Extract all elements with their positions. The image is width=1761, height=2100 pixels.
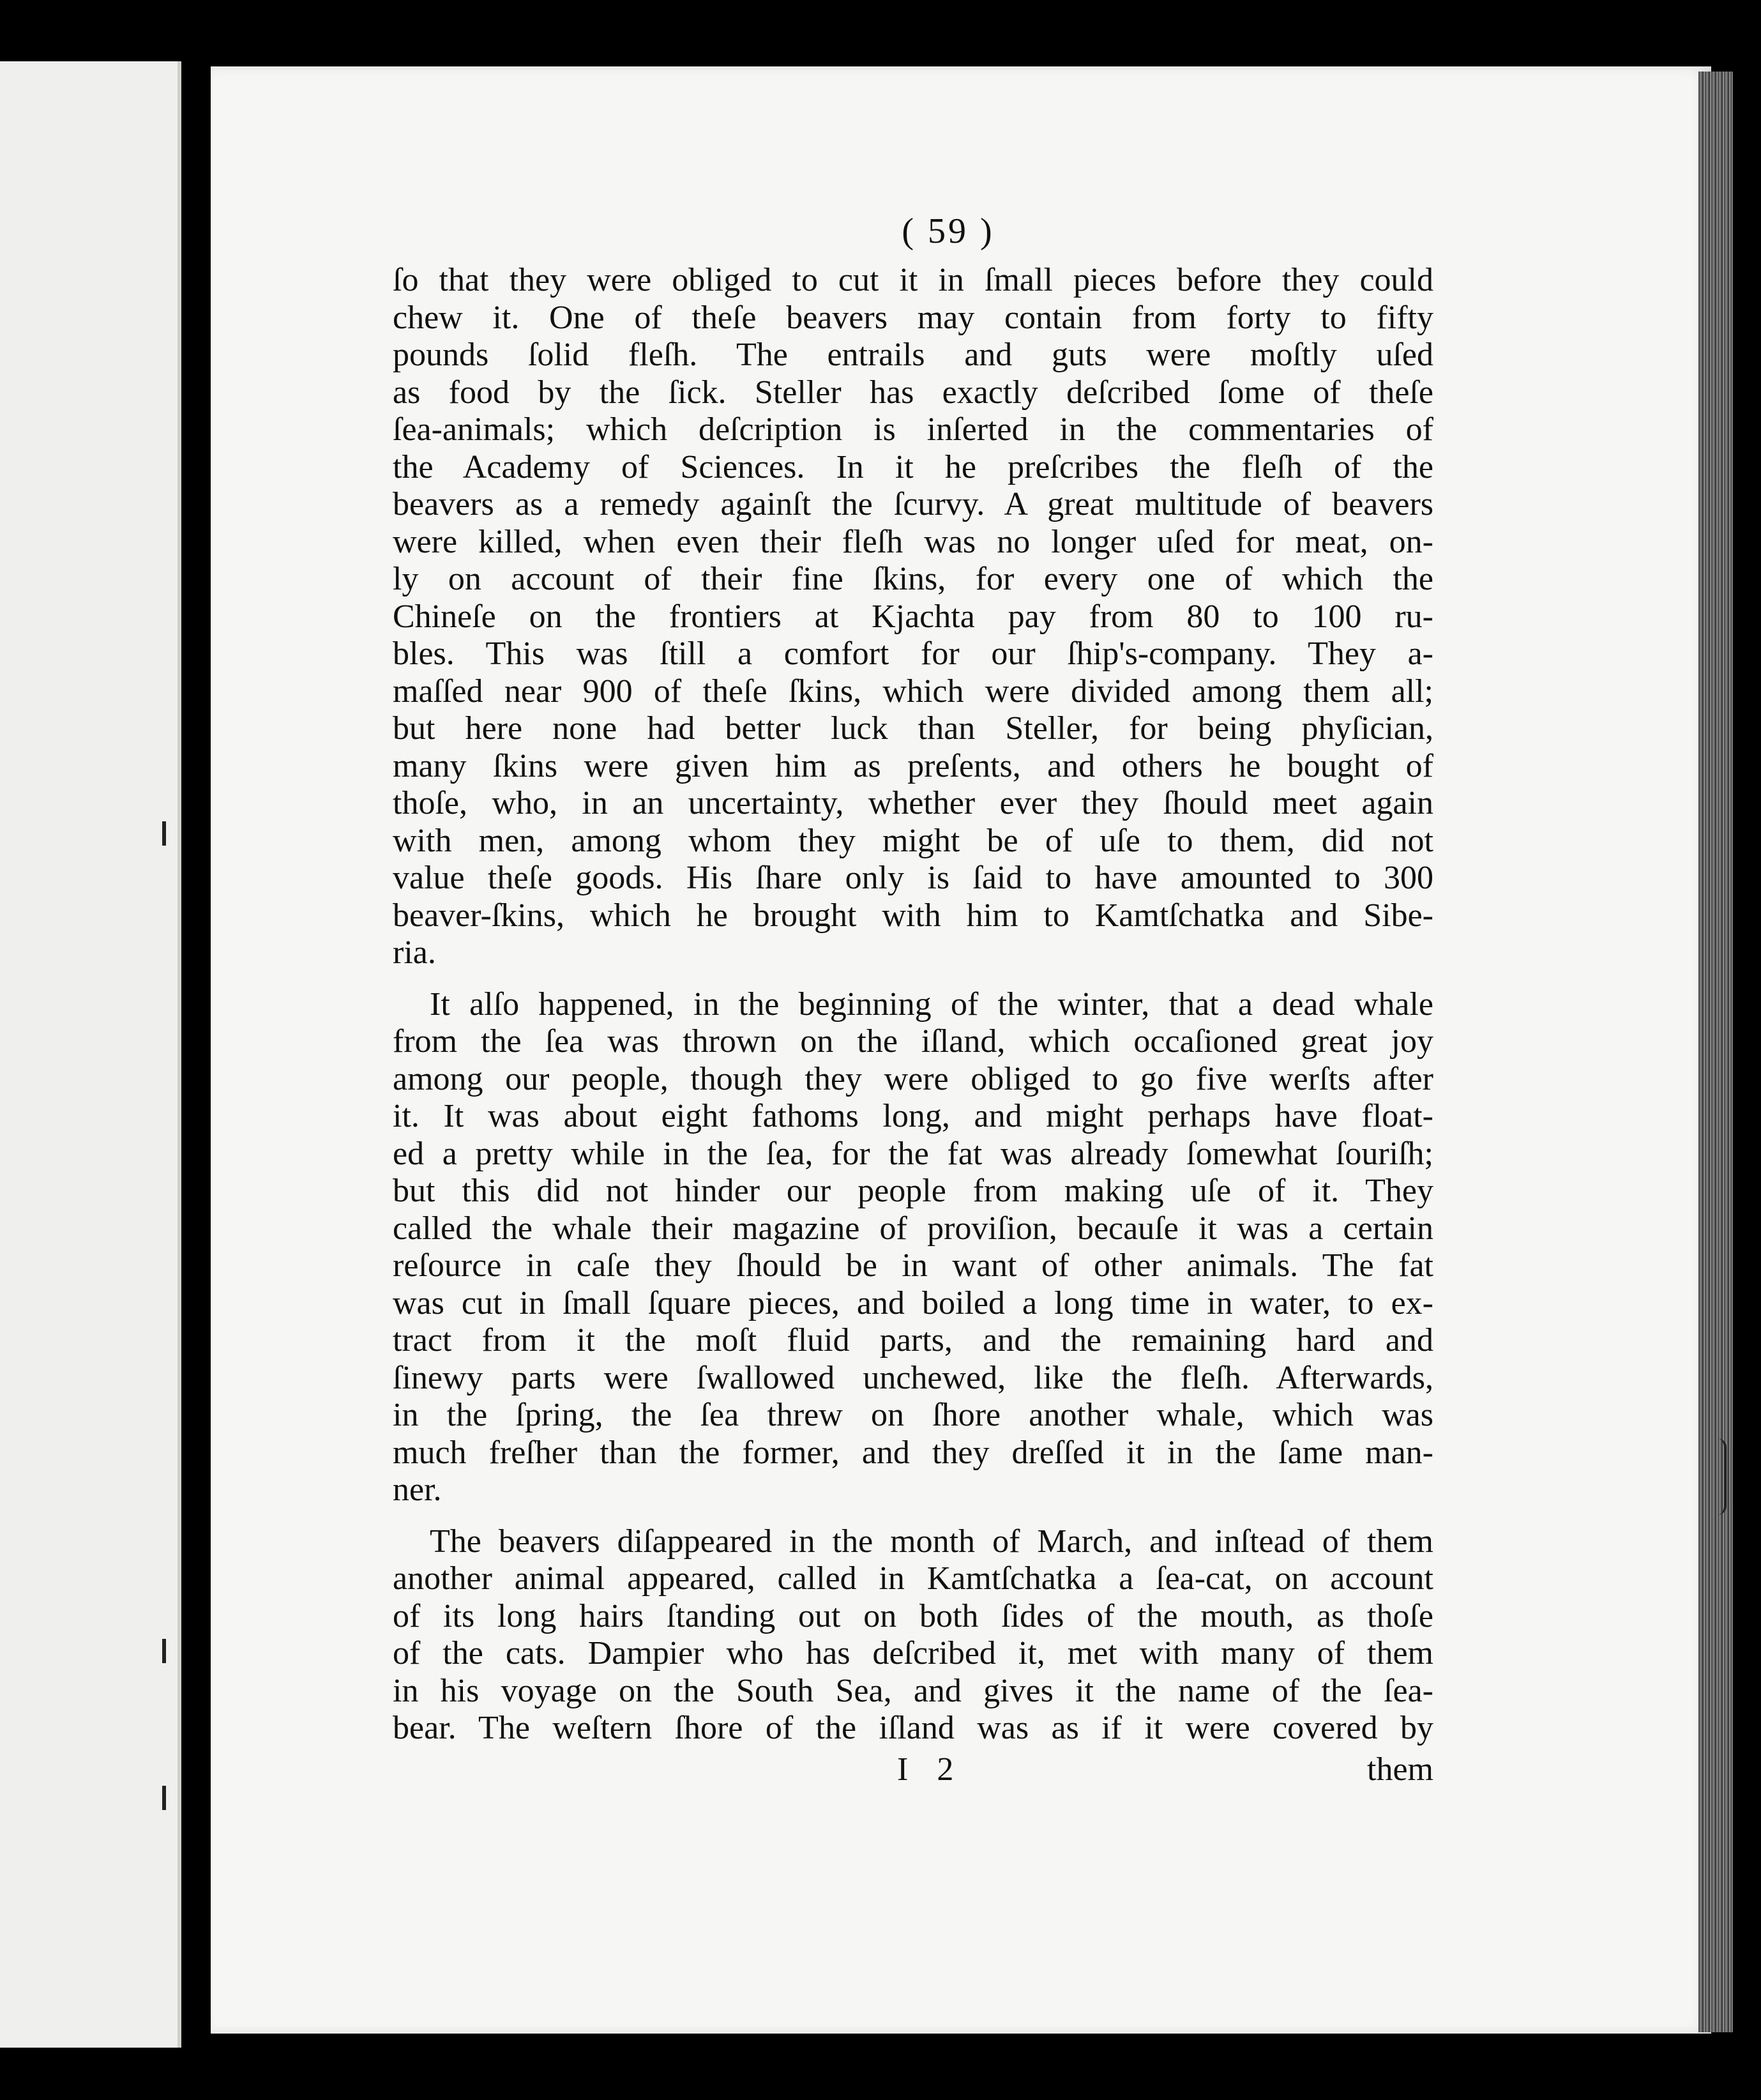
page-number: ( 59 ) — [902, 211, 995, 251]
signature-mark: I 2 — [897, 1751, 964, 1788]
text-line: it. It was about eight fathoms long, and might perhaps have float- — [393, 1098, 1433, 1134]
text-line: from the ſea was thrown on the iſland, which occaſioned great joy — [393, 1023, 1433, 1060]
text-line: of the cats. Dampier who has deſcribed it, met with many of them — [393, 1635, 1433, 1671]
text-line: were killed, when even their fleſh was no longer uſed for meat, on- — [393, 523, 1433, 560]
text-line: ſo that they were obliged to cut it in ſmall pieces before they could — [393, 262, 1433, 298]
page-edges — [1698, 72, 1733, 2032]
text-line: It alſo happened, in the beginning of the winter, that a dead whale — [430, 985, 1433, 1023]
text-line: bles. This was ſtill a comfort for our ſhip's-company. They a- — [393, 635, 1433, 672]
catchword: them — [1367, 1751, 1433, 1788]
text-line: thoſe, who, in an uncertainty, whether ever they ſhould meet again — [393, 785, 1433, 821]
text-line: reſource in caſe they ſhould be in want of other animals. The fat — [393, 1247, 1433, 1284]
text-line: tract from it the moſt fluid parts, and the remaining hard and — [393, 1322, 1433, 1358]
text-line: chew it. One of theſe beavers may contain from forty to fifty — [393, 299, 1433, 336]
text-line: bear. The weſtern ſhore of the iſland was as if it were covered by — [393, 1710, 1433, 1746]
text-line: with men, among whom they might be of uſe to them, did not — [393, 822, 1433, 859]
text-line: but this did not hinder our people from making uſe of it. They — [393, 1173, 1433, 1209]
text-line: beavers as a remedy againſt the ſcurvy. A great multitude of beavers — [393, 486, 1433, 522]
edge-curl — [1718, 1438, 1727, 1515]
paragraph-1 — [393, 262, 1433, 972]
text-line: ed a pretty while in the ſea, for the fat was already ſomewhat ſouriſh; — [393, 1135, 1433, 1172]
text-line: value theſe goods. His ſhare only is ſaid to have amounted to 300 — [393, 860, 1433, 896]
text-line: Chineſe on the frontiers at Kjachta pay from 80 to 100 ru- — [393, 598, 1433, 635]
text-line: pounds ſolid fleſh. The entrails and guts were moſtly uſed — [393, 337, 1433, 373]
ink-mark — [162, 821, 166, 846]
text-line: ria. — [393, 934, 436, 971]
text-line: the Academy of Sciences. In it he preſcribes the fleſh of the — [393, 448, 1433, 485]
text-line: ſinewy parts were ſwallowed unchewed, like the fleſh. Afterwards, — [393, 1359, 1433, 1396]
text-line: called the whale their magazine of proviſion, becauſe it was a certain — [393, 1210, 1433, 1247]
text-line: maſſed near 900 of theſe ſkins, which were divided among them all; — [393, 673, 1433, 710]
paragraph-3 — [393, 1523, 1433, 1747]
text-line: beaver-ſkins, which he brought with him to Kamtſchatka and Sibe- — [393, 897, 1433, 934]
text-line: ner. — [393, 1472, 442, 1508]
page-footer — [393, 1747, 1433, 1792]
text-line: ly on account of their fine ſkins, for every one of which the — [393, 561, 1433, 597]
text-line: in the ſpring, the ſea threw on ſhore another whale, which was — [393, 1397, 1433, 1433]
text-line: much freſher than the former, and they dreſſed it in the ſame man- — [393, 1434, 1433, 1471]
paragraph-2 — [393, 986, 1433, 1509]
text-line: in his voyage on the South Sea, and gives it the name of the ſea- — [393, 1672, 1433, 1709]
text-line: among our people, though they were obliged to go five werſts after — [393, 1060, 1433, 1097]
page-text — [393, 211, 1433, 1792]
text-line: of its long hairs ſtanding out on both ſides of the mouth, as thoſe — [393, 1597, 1433, 1634]
facing-page-edge — [0, 61, 181, 2048]
text-line: was cut in ſmall ſquare pieces, and boiled a long time in water, to ex- — [393, 1284, 1433, 1321]
text-line: many ſkins were given him as preſents, and others he bought of — [393, 747, 1433, 784]
text-line: The beavers diſappeared in the month of March, and inſtead of them — [430, 1523, 1433, 1560]
text-line: as food by the ſick. Steller has exactly deſcribed ſome of theſe — [393, 374, 1433, 411]
ink-mark — [162, 1639, 166, 1663]
ink-mark — [162, 1786, 166, 1810]
text-line: but here none had better luck than Steller, for being phyſician, — [393, 710, 1433, 747]
text-line: another animal appeared, called in Kamtſchatka a ſea-cat, on account — [393, 1560, 1433, 1597]
text-line: ſea-animals; which deſcription is inſerted in the commentaries of — [393, 411, 1433, 448]
